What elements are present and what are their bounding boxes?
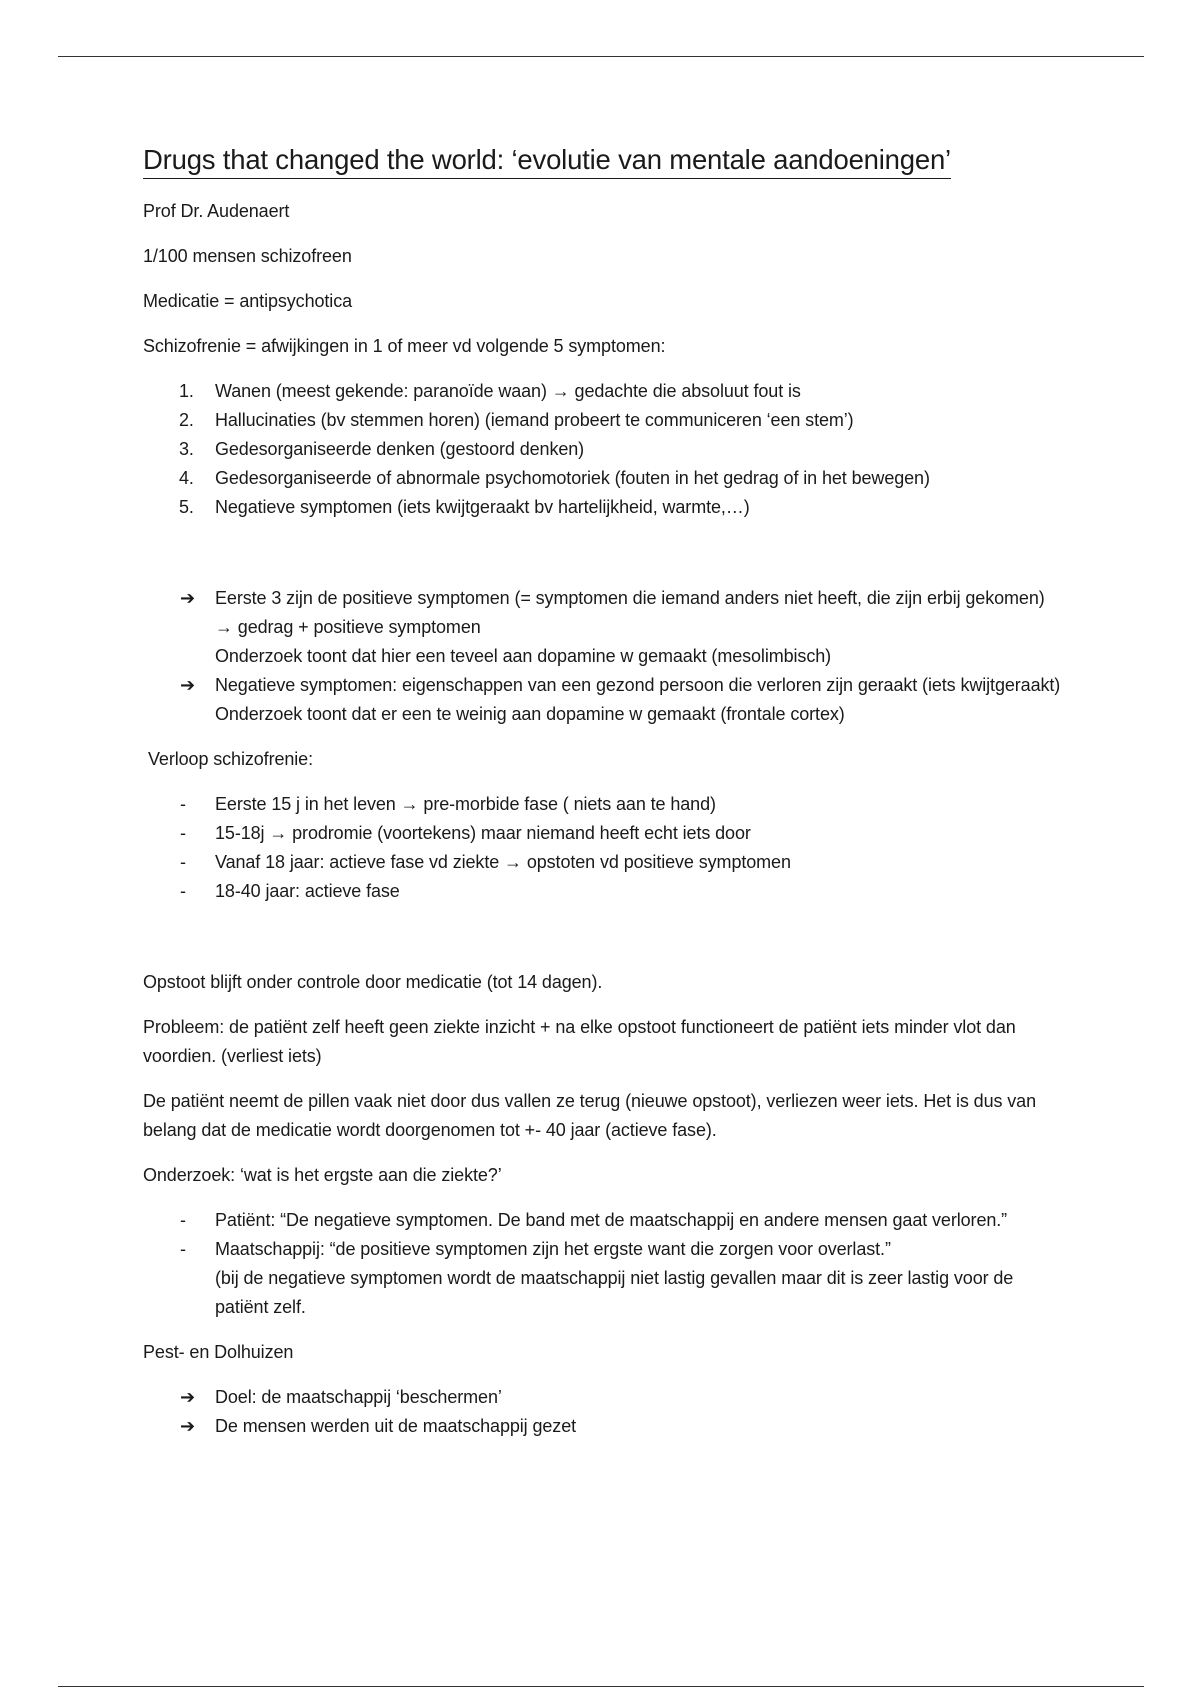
dash-bullet: - [180, 794, 186, 814]
list-item [143, 584, 1063, 671]
list-item [143, 1206, 1063, 1235]
list-item [143, 671, 1063, 729]
list-number: 4. [179, 468, 194, 488]
list-item-text: Gedesorganiseerde denken (gestoord denken) [215, 439, 585, 459]
list-item-text: Negatieve symptomen (iets kwijtgeraakt bv hartelijkheid, warmte,…) [215, 497, 750, 517]
paragraph: De patiënt neemt de pillen vaak niet door dus vallen ze terug (nieuwe opstoot), verliezen weer iets. Het is dus van belang dat de medicatie wordt doorgenomen tot +- 40 jaar (actieve fase). [143, 1091, 1037, 1140]
list-item-text: 18-40 jaar: actieve fase [215, 881, 400, 901]
list-number: 1. [179, 381, 194, 401]
list-number: 5. [179, 497, 194, 517]
list-item-text: Negatieve symptomen: eigenschappen van een gezond persoon die verloren zijn geraakt (iets kwijtgeraakt) [215, 675, 1061, 695]
arrow-icon: ➔ [180, 1416, 195, 1436]
symptoms-list [143, 377, 1063, 522]
page-bottom-rule [58, 1686, 1144, 1687]
list-item [143, 493, 1063, 522]
document-title: Drugs that changed the world: ‘evolutie van mentale aandoeningen’ [143, 142, 951, 179]
intro-line: Medicatie = antipsychotica [143, 291, 353, 311]
dash-bullet: - [180, 1239, 186, 1259]
arrow-icon: ➔ [180, 1387, 195, 1407]
list-item [143, 1412, 1063, 1441]
list-item-subtext: Onderzoek toont dat hier een teveel aan dopamine w gemaakt (mesolimbisch) [215, 646, 832, 666]
list-item-text: Eerste 3 zijn de positieve symptomen (= symptomen die iemand anders niet heeft, die zijn erbij gekomen) → gedrag + positieve symptomen [215, 588, 1045, 637]
pest-points-list [143, 1383, 1063, 1441]
list-item-text: Wanen (meest gekende: paranoïde waan) → gedachte die absoluut fout is [215, 381, 801, 401]
arrow-icon: ➔ [180, 588, 195, 608]
list-item [143, 848, 1063, 877]
intro-line: 1/100 mensen schizofreen [143, 246, 352, 266]
list-item-text: Hallucinaties (bv stemmen horen) (iemand probeert te communiceren ‘een stem’) [215, 410, 854, 430]
dash-bullet: - [180, 1210, 186, 1230]
list-item [143, 435, 1063, 464]
list-item [143, 464, 1063, 493]
research-answers-list [143, 1206, 1063, 1322]
paragraph: Probleem: de patiënt zelf heeft geen ziekte inzicht + na elke opstoot functioneert de patiënt iets minder vlot dan voordien. (verliest iets) [143, 1017, 1016, 1066]
list-item-text: Gedesorganiseerde of abnormale psychomotoriek (fouten in het gedrag of in het bewegen) [215, 468, 930, 488]
section-heading: Pest- en Dolhuizen [143, 1342, 294, 1362]
list-item-text: Patiënt: “De negatieve symptomen. De band met de maatschappij en andere mensen gaat verloren.” [215, 1210, 1008, 1230]
paragraph: Opstoot blijft onder controle door medicatie (tot 14 dagen). [143, 972, 603, 992]
list-item-text: Vanaf 18 jaar: actieve fase vd ziekte → opstoten vd positieve symptomen [215, 852, 791, 872]
list-item-text: Eerste 15 j in het leven → pre-morbide fase ( niets aan te hand) [215, 794, 716, 814]
list-item [143, 1383, 1063, 1412]
list-item [143, 877, 1063, 906]
list-item-text: Maatschappij: “de positieve symptomen zijn het ergste want die zorgen voor overlast.” [215, 1239, 891, 1259]
spacer [143, 538, 1063, 584]
list-item [143, 1235, 1063, 1322]
document-page [143, 142, 1063, 1457]
section-heading: Verloop schizofrenie: [148, 749, 313, 769]
list-item [143, 406, 1063, 435]
list-number: 3. [179, 439, 194, 459]
list-item-subtext: Onderzoek toont dat er een te weinig aan dopamine w gemaakt (frontale cortex) [215, 704, 845, 724]
paragraph: Onderzoek: ‘wat is het ergste aan die ziekte?’ [143, 1165, 502, 1185]
dash-bullet: - [180, 852, 186, 872]
spacer [143, 922, 1063, 968]
list-item [143, 819, 1063, 848]
list-number: 2. [179, 410, 194, 430]
course-list [143, 790, 1063, 906]
author-line: Prof Dr. Audenaert [143, 201, 290, 221]
intro-line: Schizofrenie = afwijkingen in 1 of meer vd volgende 5 symptomen: [143, 336, 666, 356]
dash-bullet: - [180, 881, 186, 901]
list-item-text: 15-18j → prodromie (voortekens) maar niemand heeft echt iets door [215, 823, 751, 843]
list-item-text: De mensen werden uit de maatschappij gezet [215, 1416, 577, 1436]
page-top-rule [58, 56, 1144, 57]
dash-bullet: - [180, 823, 186, 843]
arrow-icon: ➔ [180, 675, 195, 695]
list-item-text: Doel: de maatschappij ‘beschermen’ [215, 1387, 502, 1407]
list-item [143, 790, 1063, 819]
list-item [143, 377, 1063, 406]
symptom-notes-list [143, 584, 1063, 729]
list-item-subtext: (bij de negatieve symptomen wordt de maatschappij niet lastig gevallen maar dit is zeer lastig voor de patiënt zelf. [215, 1268, 1014, 1317]
